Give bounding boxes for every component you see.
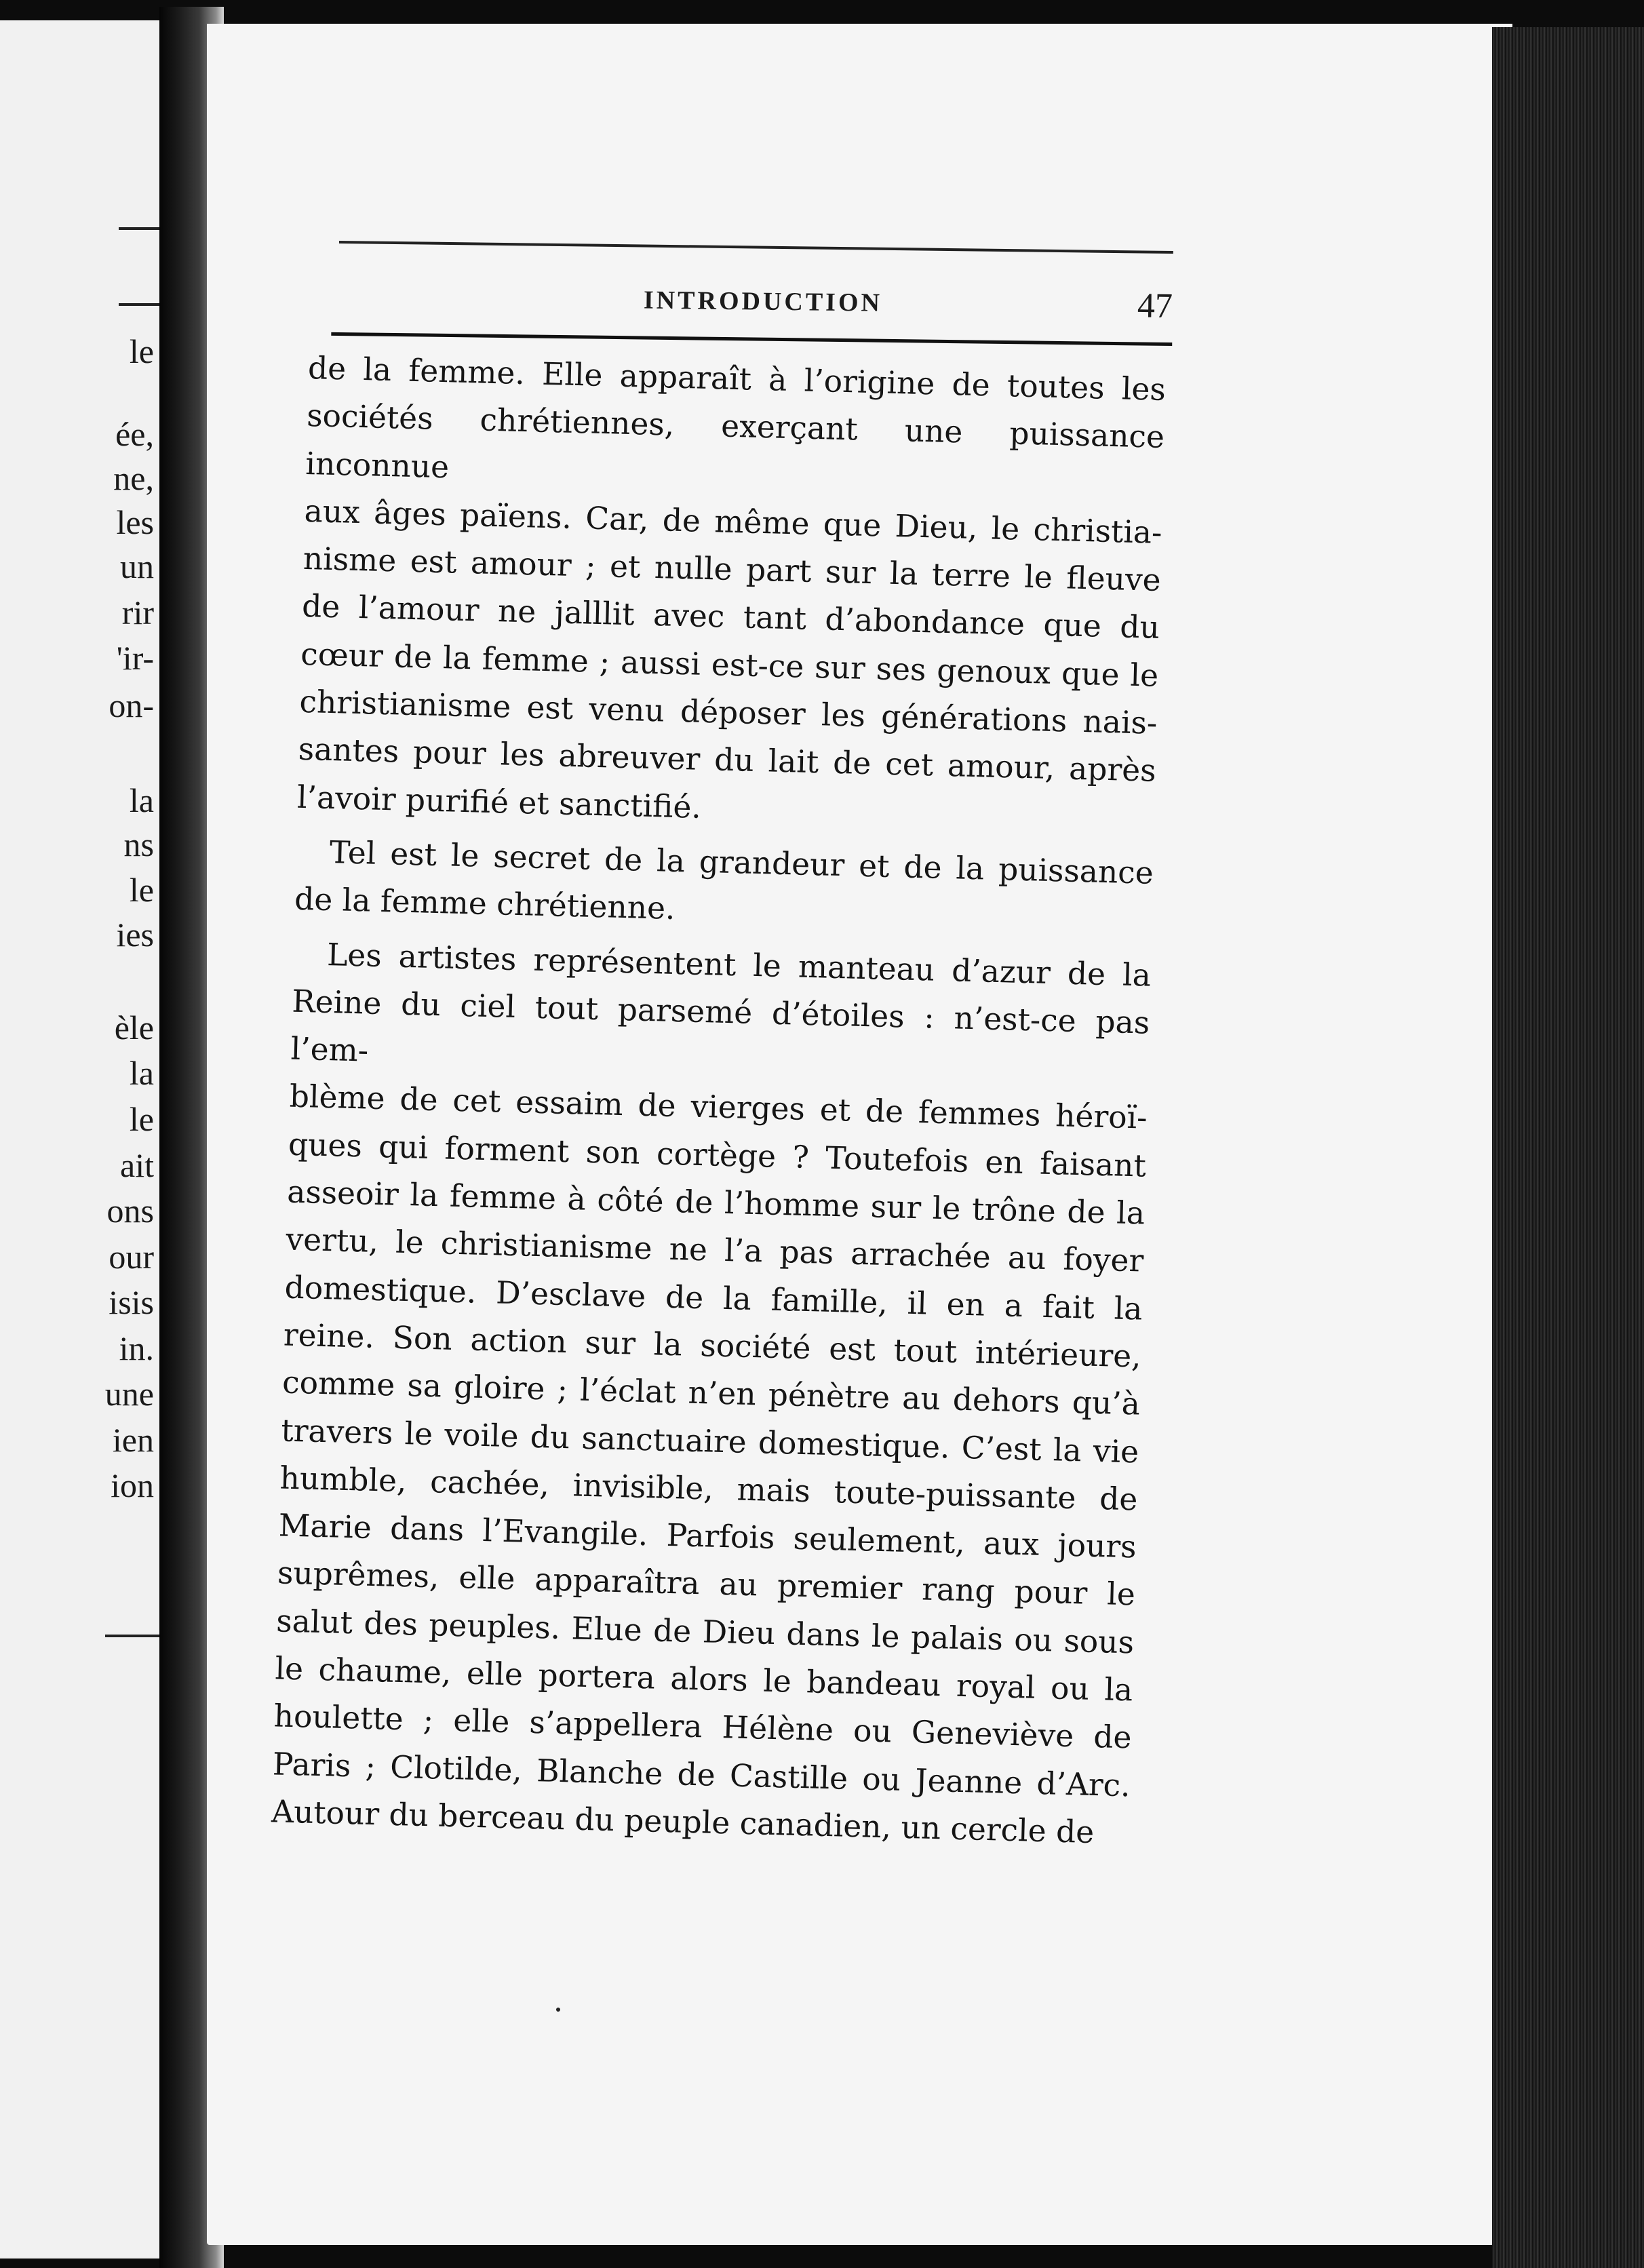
left-page-text-fragment: on- bbox=[109, 686, 154, 724]
left-page-text-fragment: la bbox=[129, 1054, 154, 1092]
left-page-text-fragment: ons bbox=[106, 1192, 154, 1230]
text-line: christianisme est venu déposer les générations nais- bbox=[299, 683, 1158, 741]
left-page-rule bbox=[105, 1635, 159, 1637]
page-header bbox=[338, 241, 1173, 359]
left-page-text-fragment: les bbox=[116, 503, 154, 541]
book-fore-edge bbox=[1492, 27, 1644, 2268]
previous-page-margin bbox=[0, 20, 159, 2259]
text-line: cœur de la femme ; aussi est-ce sur ses genoux que le bbox=[300, 636, 1159, 694]
text-line: humble, cachée, invisible, mais toute-puissante de bbox=[279, 1460, 1138, 1518]
left-page-text-fragment: une bbox=[104, 1375, 154, 1413]
text-line: de l’amour ne jalllit avec tant d’abondance que du bbox=[301, 588, 1160, 646]
text-line: nisme est amour ; et nulle part sur la terre le fleuve bbox=[302, 541, 1162, 599]
left-page-text-fragment: our bbox=[109, 1238, 154, 1276]
text-line: blème de cet essaim de vierges et de femmes héroï- bbox=[289, 1078, 1148, 1137]
text-line: le chaume, elle portera alors le bandeau royal ou la bbox=[274, 1650, 1133, 1708]
text-line: Autour du berceau du peuple canadien, un cercle de bbox=[271, 1793, 1095, 1850]
left-page-text-fragment: èle bbox=[114, 1009, 154, 1047]
text-line: comme sa gloire ; l’éclat n’en pénètre au dehors qu’à bbox=[281, 1364, 1141, 1422]
header-rule-bottom bbox=[331, 332, 1172, 346]
left-page-text-fragment: ien bbox=[112, 1421, 154, 1459]
text-line: reine. Son action sur la société est tout intérieure, bbox=[283, 1316, 1142, 1375]
left-page-text-fragment: le bbox=[129, 332, 154, 370]
text-line: houlette ; elle s’appellera Hélène ou Geneviève de bbox=[273, 1698, 1133, 1756]
left-page-text-fragment: isis bbox=[109, 1283, 154, 1321]
text-line: vertu, le christianisme ne l’a pas arrachée au foyer bbox=[285, 1221, 1144, 1279]
text-line: l’avoir purifié et sanctifié. bbox=[296, 779, 702, 825]
left-page-text-fragment: ée, bbox=[115, 415, 154, 453]
text-line: de la femme chrétienne. bbox=[294, 881, 676, 927]
page-body-text bbox=[271, 345, 1166, 1858]
left-page-text-fragment: la bbox=[129, 781, 154, 819]
left-page-text-fragment: 'ir- bbox=[116, 639, 154, 677]
text-line: aux âges païens. Car, de même que Dieu, le christia- bbox=[304, 492, 1163, 551]
paragraph bbox=[294, 828, 1154, 945]
text-line: suprêmes, elle apparaîtra au premier rang pour le bbox=[277, 1555, 1136, 1613]
text-line: sociétés chrétiennes, exerçant une puissance inconnue bbox=[305, 397, 1165, 485]
text-line: ques qui forment son cortège ? Toutefois en faisant bbox=[288, 1126, 1147, 1184]
paragraph bbox=[296, 345, 1166, 843]
left-page-text-fragment: ne, bbox=[113, 459, 154, 497]
running-head: INTRODUCTION bbox=[643, 286, 883, 317]
left-page-text-fragment: le bbox=[129, 1100, 154, 1138]
text-line: domestique. D’esclave de la famille, il en a fait la bbox=[284, 1269, 1143, 1327]
left-page-text-fragment: ns bbox=[123, 825, 154, 863]
left-page-rule bbox=[119, 303, 159, 306]
text-line: de la femme. Elle apparaît à l’origine de toutes les bbox=[307, 349, 1167, 408]
left-page-text-fragment: ait bbox=[120, 1146, 154, 1184]
text-line: Tel est le secret de la grandeur et de la puissance bbox=[329, 834, 1154, 891]
text-line: Paris ; Clotilde, Blanche de Castille ou Jeanne d’Arc. bbox=[272, 1745, 1131, 1803]
text-line: Reine du ciel tout parsemé d’étoiles : n’est-ce pas l’em- bbox=[290, 983, 1150, 1069]
left-page-text-fragment: in. bbox=[119, 1329, 154, 1367]
text-line: asseoir la femme à côté de l’homme sur le trône de la bbox=[286, 1173, 1146, 1232]
left-page-text-fragment: ion bbox=[111, 1466, 154, 1504]
text-line: salut des peuples. Elue de Dieu dans le palais ou sous bbox=[275, 1603, 1135, 1661]
left-page-text-fragment: ies bbox=[116, 916, 154, 954]
text-line: Marie dans l’Evangile. Parfois seulement, aux jours bbox=[278, 1507, 1137, 1565]
paragraph bbox=[271, 930, 1151, 1857]
ink-speck bbox=[556, 2008, 560, 2012]
left-page-rule bbox=[119, 227, 159, 230]
text-line: santes pour les abreuver du lait de cet amour, après bbox=[298, 731, 1157, 789]
left-page-text-fragment: rir bbox=[121, 593, 154, 631]
text-line: travers le voile du sanctuaire domestique. C’est la vie bbox=[280, 1412, 1139, 1470]
left-page-text-fragment: le bbox=[129, 871, 154, 909]
left-page-text-fragment: un bbox=[120, 547, 154, 585]
page-number: 47 bbox=[1137, 286, 1173, 326]
text-line: Les artistes représentent le manteau d’azur de la bbox=[326, 936, 1152, 994]
